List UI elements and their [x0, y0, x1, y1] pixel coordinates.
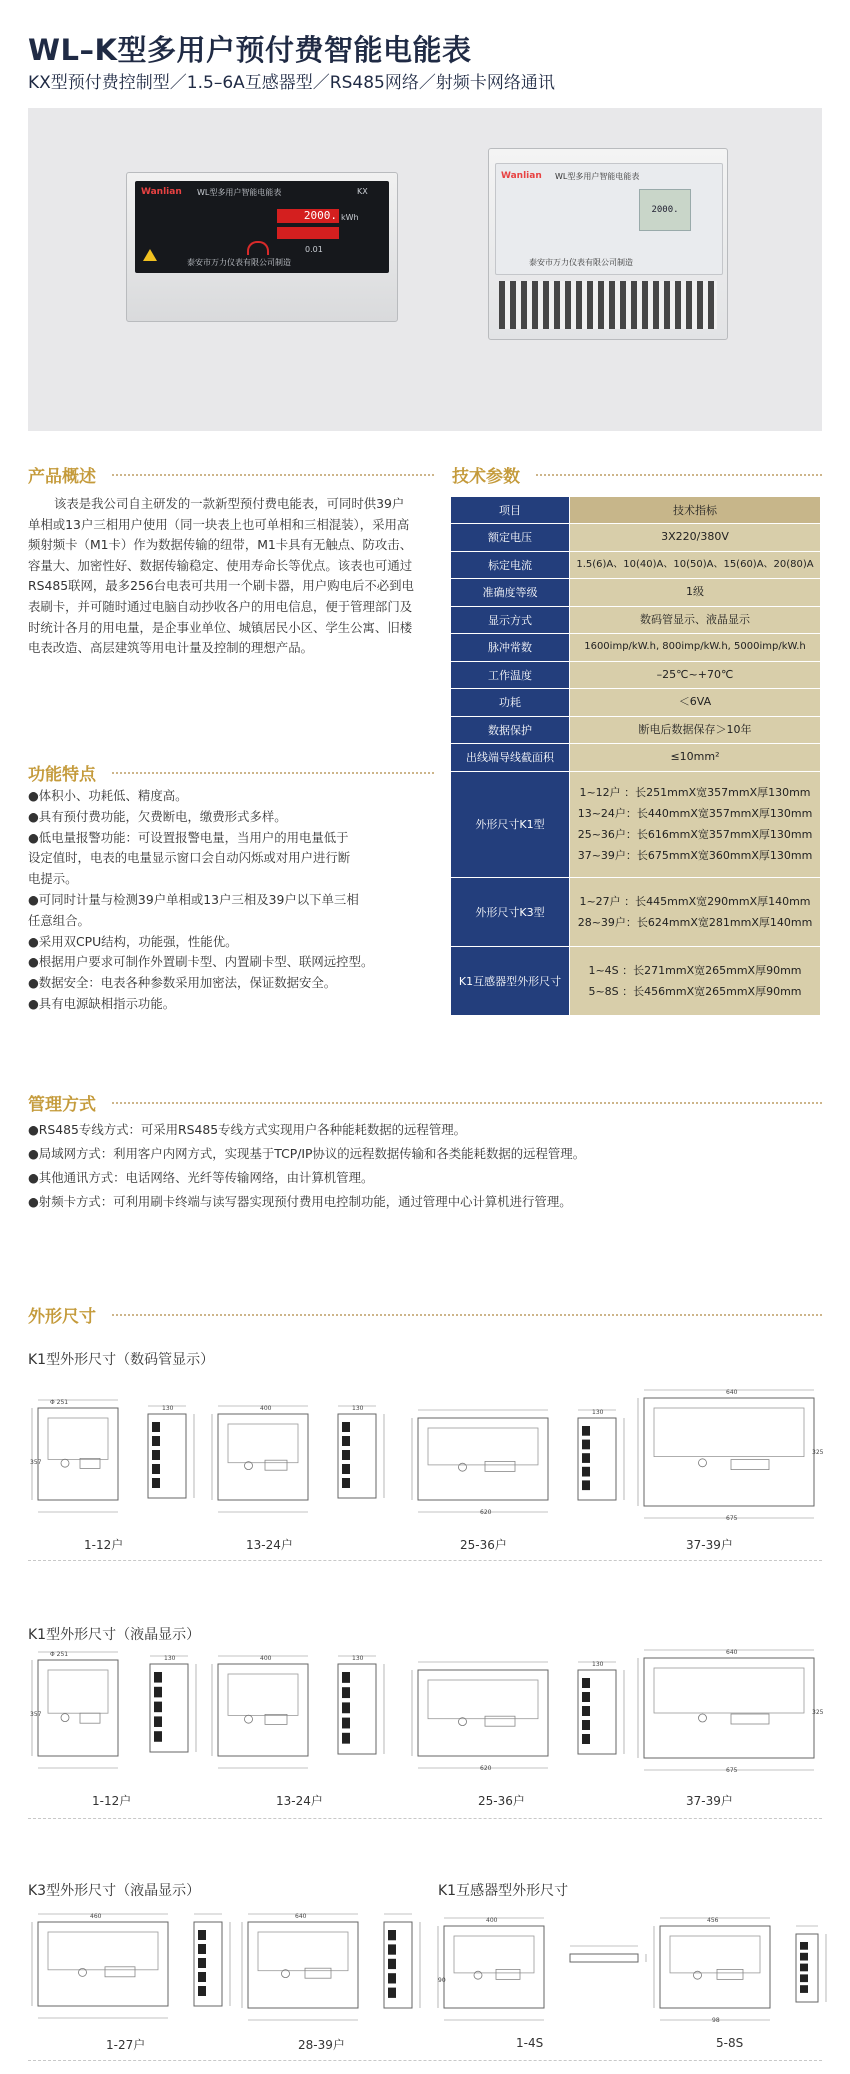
- spec-value-line: 25~36户：长616mmX宽357mmX厚130mm: [577, 828, 813, 841]
- terminal-rect: [388, 1973, 396, 1983]
- meter-value: 0.01: [305, 245, 323, 254]
- dim-label: 28-39户: [298, 2038, 345, 2052]
- terminal-rect: [154, 1716, 162, 1727]
- terminal-rect: [800, 1964, 808, 1972]
- spec-value-line: 37~39户：长675mmX宽360mmX厚130mm: [577, 849, 813, 862]
- terminal-rect: [342, 1702, 350, 1713]
- terminal-rect: [152, 1422, 160, 1432]
- feature-item: 电提示。: [28, 871, 78, 887]
- spec-value-line: –25℃~+70℃: [656, 667, 734, 681]
- feature-item: ●采用双CPU结构，功能强，性能优。: [28, 933, 238, 949]
- panel-rect: [454, 1936, 534, 1973]
- dimension-drawing: [210, 1650, 320, 1774]
- dimension-number: 620: [480, 1509, 492, 1516]
- outline-rect: [444, 1926, 544, 2008]
- dimension-number: 400: [260, 1405, 272, 1412]
- terminal-rect: [388, 1959, 396, 1969]
- feature-item: ●可同时计量与检测39户单相或13户三相及39户以下单三相: [28, 891, 359, 907]
- spec-key: 外形尺寸K3型: [451, 877, 570, 946]
- dimension-drawing: [410, 1656, 560, 1774]
- outline-rect: [418, 1418, 548, 1500]
- management-item: ●射频卡方式：可利用刷卡终端与读写器实现预付费用电控制功能，通过管理中心计算机进行管理。: [28, 1194, 572, 1209]
- spec-value: [570, 606, 821, 634]
- spec-row: [451, 744, 821, 772]
- management-item: ●RS485专线方式：可采用RS485专线方式实现用户各种能耗数据的远程管理。: [28, 1122, 466, 1137]
- hero-image: [28, 108, 822, 431]
- dimension-drawing: [786, 1920, 830, 2020]
- spec-row: [451, 579, 821, 607]
- dim-label: 37-39户: [686, 1794, 733, 1808]
- spec-value: [570, 579, 821, 607]
- dimension-number: 640: [295, 1913, 307, 1920]
- slot-rect: [80, 1458, 100, 1468]
- terminal-rect: [582, 1440, 590, 1450]
- spec-value-line: 断电后数据保存＞10年: [638, 722, 752, 736]
- dimension-number: Φ 251: [50, 1399, 69, 1406]
- dimension-number: 325: [812, 1449, 824, 1456]
- terminal-rect: [582, 1453, 590, 1463]
- panel-rect: [670, 1936, 760, 1973]
- spec-key: 标定电流: [451, 551, 570, 579]
- spec-header-key: 项目: [451, 497, 570, 524]
- panel-rect: [654, 1408, 804, 1457]
- outline-rect: [644, 1658, 814, 1758]
- feature-item: ●体积小、功耗低、精度高。: [28, 788, 188, 803]
- outline-rect: [38, 1660, 118, 1756]
- terminal-rect: [582, 1692, 590, 1702]
- hole-circle: [694, 1971, 702, 1979]
- outline-rect: [570, 1954, 638, 1962]
- meter-unit: kWh: [341, 213, 359, 222]
- slot-rect: [80, 1713, 100, 1723]
- management-list: [28, 1118, 585, 1214]
- dim-label: 1-12户: [92, 1794, 132, 1808]
- spec-row: [451, 771, 821, 877]
- dim-label: 1-4S: [516, 2036, 544, 2050]
- dimension-number: 90: [438, 1977, 446, 1984]
- dim-label: 1-27户: [106, 2038, 146, 2052]
- dimension-number: Φ 251: [50, 1651, 69, 1658]
- spec-value: [570, 661, 821, 689]
- hole-circle: [459, 1463, 467, 1471]
- spec-value-line: ＜6VA: [678, 695, 712, 709]
- terminal-rect: [152, 1464, 160, 1474]
- meter-tag: KX: [357, 187, 368, 196]
- dimension-drawing: [436, 1912, 556, 2026]
- panel-rect: [428, 1428, 538, 1465]
- dimension-drawing: [30, 1394, 130, 1518]
- dimension-drawing: [240, 1908, 370, 2026]
- slot-rect: [485, 1461, 515, 1471]
- meter-lcd-image: [488, 148, 728, 340]
- panel-rect: [258, 1932, 348, 1971]
- outline-rect: [248, 1922, 358, 2008]
- terminal-rect: [342, 1422, 350, 1432]
- spec-value: [570, 551, 821, 579]
- dimension-drawing: [328, 1650, 388, 1772]
- spec-value-line: 1.5(6)A、10(40)A、10(50)A、15(60)A、20(80)A: [576, 558, 814, 570]
- rf-card-icon: [247, 241, 269, 255]
- slot-rect: [305, 1968, 331, 1978]
- spec-value-line: 3X220/380V: [661, 530, 729, 544]
- dimension-drawing: [328, 1400, 388, 1516]
- dimension-number: 130: [162, 1405, 174, 1412]
- slot-rect: [731, 1460, 769, 1470]
- dimension-drawing: [30, 1646, 130, 1774]
- meter-company: 泰安市万力仪表有限公司制造: [187, 258, 291, 267]
- page-title: WL–K型多用户预付费智能电能表: [28, 33, 472, 67]
- feature-item: 设定值时，电表的电量显示窗口会自动闪烁或对用户进行断: [28, 850, 351, 866]
- dim-label: 5-8S: [716, 2036, 744, 2050]
- dimension-drawing: [636, 1644, 826, 1776]
- terminal-rect: [152, 1478, 160, 1488]
- dimension-number: 640: [726, 1389, 738, 1396]
- spec-value: [570, 946, 821, 1015]
- spec-key: 显示方式: [451, 606, 570, 634]
- dim-label: 37-39户: [686, 1538, 733, 1552]
- panel-rect: [48, 1670, 108, 1713]
- spec-table: [450, 496, 821, 1016]
- hole-circle: [61, 1459, 69, 1467]
- dimension-number: 130: [592, 1661, 604, 1668]
- terminal-rect: [582, 1720, 590, 1730]
- terminal-rect: [582, 1426, 590, 1436]
- outline-rect: [418, 1670, 548, 1756]
- terminal-rect: [154, 1702, 162, 1713]
- dim-section-title: K1型外形尺寸（数码管显示）: [28, 1352, 215, 1368]
- slot-rect: [496, 1969, 520, 1979]
- terminal-rect: [342, 1718, 350, 1729]
- spec-value-line: ≤10mm²: [670, 750, 720, 764]
- dimension-drawing: [410, 1404, 560, 1518]
- dimension-number: 130: [352, 1655, 364, 1662]
- spec-value-line: 1~12户 ：长251mmX宽357mmX厚130mm: [579, 786, 811, 799]
- meter2-company: 泰安市万力仪表有限公司制造: [529, 258, 633, 267]
- meter-brand: Wanlian: [141, 187, 182, 197]
- panel-rect: [228, 1674, 298, 1715]
- dimension-drawing: [30, 1908, 180, 2024]
- terminal-rect: [154, 1672, 162, 1683]
- spec-row: [451, 524, 821, 552]
- meter2-brand: Wanlian: [501, 171, 542, 181]
- slot-rect: [485, 1716, 515, 1726]
- feature-item: ●数据安全：电表各种参数采用加密法，保证数据安全。: [28, 975, 337, 991]
- dimension-drawing: [560, 1940, 650, 1980]
- terminal-rect: [198, 1986, 206, 1996]
- spec-key: 功耗: [451, 689, 570, 717]
- panel-rect: [654, 1668, 804, 1713]
- dimension-drawing: [210, 1400, 320, 1518]
- spec-value: [570, 877, 821, 946]
- terminal-rect: [342, 1436, 350, 1446]
- feature-item: ●具有电源缺相指示功能。: [28, 995, 176, 1011]
- spec-value: [570, 524, 821, 552]
- dimension-drawing: [568, 1404, 628, 1518]
- dim-label: 1-12户: [84, 1538, 124, 1552]
- spec-key: 出线端导线截面积: [451, 744, 570, 772]
- terminal-rect: [342, 1687, 350, 1698]
- panel-rect: [48, 1932, 158, 1970]
- outline-rect: [660, 1926, 770, 2008]
- dimension-number: 325: [812, 1709, 824, 1716]
- spec-key: 额定电压: [451, 524, 570, 552]
- dimension-number: 357: [30, 1711, 42, 1718]
- dimension-drawing: [138, 1400, 198, 1516]
- slot-rect: [265, 1714, 287, 1724]
- meter2-name: WL型多用户智能电能表: [555, 172, 640, 181]
- dimension-drawing: [636, 1384, 826, 1524]
- hole-circle: [474, 1971, 482, 1979]
- terminal-rect: [582, 1678, 590, 1688]
- slot-rect: [265, 1460, 287, 1470]
- outline-rect: [644, 1398, 814, 1506]
- spec-value-line: 5~8S ：长456mmX宽265mmX厚90mm: [588, 984, 802, 998]
- dimension-number: 640: [726, 1649, 738, 1656]
- feature-item: ●具有预付费功能，欠费断电，缴费形式多样。: [28, 808, 287, 824]
- spec-row: [451, 689, 821, 717]
- outline-rect: [38, 1922, 168, 2006]
- spec-row: [451, 551, 821, 579]
- terminal-rect: [582, 1480, 590, 1490]
- terminal-rect: [152, 1436, 160, 1446]
- spec-value-line: 1~27户 ：长445mmX宽290mmX厚140mm: [579, 894, 811, 908]
- feature-item: ●根据用户要求可制作外置刷卡型、内置刷卡型、联网远控型。: [28, 954, 374, 970]
- dimension-number: 675: [726, 1515, 738, 1522]
- terminal-rect: [582, 1706, 590, 1716]
- dim-label: 13-24户: [246, 1538, 293, 1552]
- spec-value-line: 13~24户：长440mmX宽357mmX厚130mm: [577, 807, 813, 820]
- terminal-rect: [582, 1734, 590, 1744]
- dimensions-heading: 外形尺寸: [28, 1307, 96, 1327]
- hole-circle: [245, 1715, 253, 1723]
- dimension-number: 675: [726, 1767, 738, 1774]
- feature-item: ●低电量报警功能：可设置报警电量，当用户的用电量低于: [28, 829, 349, 845]
- overview-heading: 产品概述: [28, 467, 96, 487]
- hole-circle: [699, 1459, 707, 1467]
- terminal-rect: [342, 1672, 350, 1683]
- management-item: ●局域网方式：利用客户内网方式，实现基于TCP/IP协议的远程数据传输和各类能耗数据的远程管理。: [28, 1146, 586, 1161]
- spec-key: 脉冲常数: [451, 634, 570, 662]
- spec-value: [570, 634, 821, 662]
- terminal-rect: [800, 1942, 808, 1950]
- terminal-rect: [154, 1731, 162, 1742]
- spec-value: [570, 744, 821, 772]
- terminal-rect: [800, 1953, 808, 1961]
- dimension-drawing: [568, 1656, 628, 1772]
- slot-rect: [731, 1714, 769, 1724]
- terminal-rect: [342, 1478, 350, 1488]
- dimension-drawing: [652, 1912, 782, 2026]
- spec-value-line: 1~4S ：长271mmX宽265mmX厚90mm: [588, 963, 802, 977]
- spec-key: 工作温度: [451, 661, 570, 689]
- spec-key: 外形尺寸K1型: [451, 771, 570, 877]
- terminal-rect: [800, 1974, 808, 1982]
- spec-value-line: 1级: [686, 585, 704, 599]
- dim-section-title: K1互感器型外形尺寸: [438, 1883, 569, 1899]
- dimension-number: 357: [30, 1459, 42, 1466]
- terminal-rect: [582, 1467, 590, 1477]
- terminal-rect: [198, 1930, 206, 1940]
- meter2-lcd: 2000.: [639, 189, 691, 231]
- overview-text: 该表是我公司自主研发的一款新型预付费电能表，可同时供39户单相或13户三相用户使用（同一块表上也可单相和三相混装），采用高频射频卡（M1卡）作为数据传输的纽带，M1卡具有无触点、防攻击、容量大、加密性好、数据传输稳定、使用寿命长等优点。该表也可通过RS485联网，最多256台电表可共用一个刷卡器，用户购电后不必到电表刷卡，并可随时通过电脑自动抄收各户的用电信息，便于管理部门及时统计各月的用电量，是企事业单位、城镇居民小区、学生公寓、旧楼电表改造、高层建筑等用电计量及控制的理想产品。: [28, 496, 414, 656]
- spec-value-line: 28~39户：长624mmX宽281mmX厚140mm: [577, 915, 813, 929]
- dimension-number: 98: [712, 2017, 720, 2024]
- hole-circle: [61, 1714, 69, 1722]
- meter-led-reading: 2000.: [277, 209, 339, 223]
- terminal-rect: [342, 1464, 350, 1474]
- dimension-drawing: [140, 1650, 200, 1770]
- meter-led-image: [126, 172, 398, 322]
- dim-label: 13-24户: [276, 1794, 323, 1808]
- spec-row: [451, 606, 821, 634]
- terminal-rect: [388, 1930, 396, 1940]
- dim-label: 25-36户: [460, 1538, 507, 1552]
- terminal-rect: [342, 1733, 350, 1744]
- dimension-number: 130: [164, 1655, 176, 1662]
- spec-row: [451, 877, 821, 946]
- terminal-rect: [800, 1985, 808, 1993]
- dim-section-title: K1型外形尺寸（液晶显示）: [28, 1627, 201, 1643]
- terminal-block: [499, 281, 717, 329]
- features-list: [28, 786, 373, 1015]
- spec-value: [570, 716, 821, 744]
- dimension-drawing: [184, 1908, 234, 2024]
- dimension-number: 460: [90, 1913, 102, 1920]
- spec-row: [451, 946, 821, 1015]
- spec-value: [570, 771, 821, 877]
- spec-row: [451, 634, 821, 662]
- terminal-rect: [388, 1988, 396, 1998]
- dimension-number: 620: [480, 1765, 492, 1772]
- dimension-drawing: [374, 1908, 424, 2026]
- spec-heading: 技术参数: [452, 467, 520, 487]
- features-heading: 功能特点: [28, 765, 96, 785]
- meter-name: WL型多用户智能电能表: [197, 188, 282, 197]
- spec-row: [451, 716, 821, 744]
- spec-header-value: 技术指标: [570, 497, 821, 524]
- management-item: ●其他通讯方式：电话网络、光纤等传输网络，由计算机管理。: [28, 1170, 374, 1185]
- terminal-rect: [342, 1450, 350, 1460]
- dimension-number: 400: [486, 1917, 498, 1924]
- hole-circle: [699, 1714, 707, 1722]
- dimension-number: 456: [707, 1917, 719, 1924]
- panel-rect: [428, 1680, 538, 1719]
- slot-rect: [105, 1967, 135, 1977]
- terminal-rect: [198, 1958, 206, 1968]
- spec-key: K1互感器型外形尺寸: [451, 946, 570, 1015]
- terminal-rect: [198, 1944, 206, 1954]
- spec-row: [451, 661, 821, 689]
- outline-rect: [38, 1408, 118, 1500]
- terminal-rect: [154, 1687, 162, 1698]
- panel-rect: [48, 1418, 108, 1459]
- management-heading: 管理方式: [28, 1095, 96, 1115]
- spec-key: 数据保护: [451, 716, 570, 744]
- dim-label: 25-36户: [478, 1794, 525, 1808]
- panel-rect: [228, 1424, 298, 1463]
- dimension-number: 130: [352, 1405, 364, 1412]
- terminal-rect: [388, 1944, 396, 1954]
- spec-value: [570, 689, 821, 717]
- spec-value-line: 数码管显示、液晶显示: [640, 612, 750, 626]
- spec-key: 准确度等级: [451, 579, 570, 607]
- dimension-number: 400: [260, 1655, 272, 1662]
- feature-item: 任意组合。: [28, 912, 90, 928]
- outline-rect: [218, 1414, 308, 1500]
- outline-rect: [218, 1664, 308, 1756]
- slot-rect: [717, 1969, 743, 1979]
- dim-section-title: K3型外形尺寸（液晶显示）: [28, 1883, 201, 1899]
- warning-icon: [143, 249, 157, 261]
- dimension-number: 130: [592, 1409, 604, 1416]
- terminal-rect: [152, 1450, 160, 1460]
- terminal-rect: [198, 1972, 206, 1982]
- spec-value-line: 1600imp/kW.h, 800imp/kW.h, 5000imp/kW.h: [584, 641, 806, 653]
- page-subtitle: KX型预付费控制型／1.5–6A互感器型／RS485网络／射频卡网络通讯: [28, 73, 555, 93]
